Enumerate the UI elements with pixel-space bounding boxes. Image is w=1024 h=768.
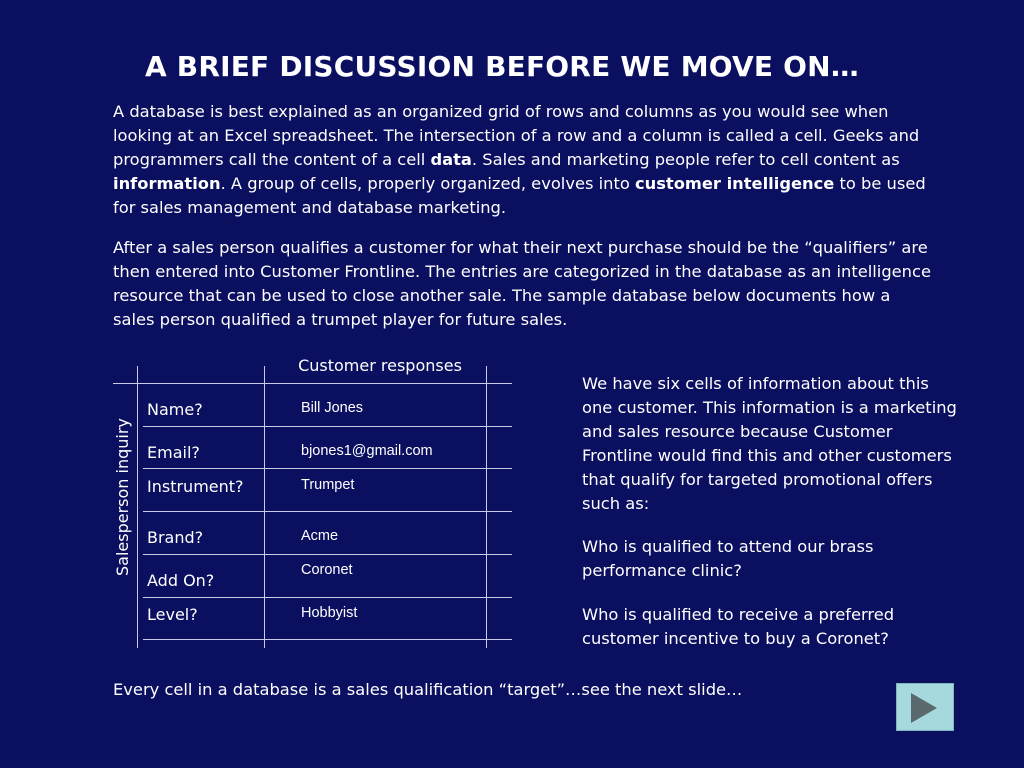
intro-paragraph [113, 100, 933, 220]
answer-cell: Bill Jones [301, 400, 364, 416]
answer-cell: Coronet [301, 562, 353, 578]
answer-cell: bjones1@gmail.com [301, 443, 433, 459]
answer-cell: Hobbyist [301, 605, 358, 621]
grid-line [143, 597, 512, 598]
row-header: Salesperson inquiry [113, 418, 132, 576]
answer-cell: Trumpet [301, 477, 355, 493]
grid-line [137, 366, 138, 648]
grid-line [143, 426, 512, 427]
answer-cell: Acme [301, 528, 339, 544]
slide-title: A BRIEF DISCUSSION BEFORE WE MOVE ON… [144, 50, 860, 83]
term-data: data [430, 150, 472, 169]
intro-text-1: A database is best explained as an organized grid of rows and columns as you would see when looking at an Excel spreadsheet. The intersection of a row and a column is called a cell. Geeks and programmers call the content of a cell [113, 102, 920, 169]
right-paragraph-1: We have six cells of information about this one customer. This information is a marketing and sales resource because Customer Frontline would find this and other customers that qualify for targeted promotional offers such as: [582, 374, 957, 513]
grid-line [143, 639, 512, 640]
question-cell: Instrument? [147, 477, 244, 496]
intro-text-3: . A group of cells, properly organized, evolves into [220, 174, 635, 193]
grid-line [143, 554, 512, 555]
play-forward-icon [911, 693, 937, 723]
right-paragraph-3: Who is qualified to receive a preferred customer incentive to buy a Coronet? [582, 605, 895, 648]
question-cell: Name? [147, 400, 203, 419]
grid-line [113, 383, 512, 384]
question-cell: Email? [147, 443, 200, 462]
grid-line [264, 366, 265, 648]
next-slide-button[interactable] [896, 683, 954, 731]
intro-text-4: to be used for sales management and database marketing. [113, 174, 926, 217]
grid-line [486, 366, 487, 648]
question-cell: Add On? [147, 571, 215, 590]
footer-text: Every cell in a database is a sales qualification “target”…see the next slide… [113, 680, 743, 699]
intro-text-2: . Sales and marketing people refer to cell content as [471, 150, 900, 169]
grid-line [143, 511, 512, 512]
grid-line [143, 468, 512, 469]
right-paragraph-2: Who is qualified to attend our brass performance clinic? [582, 537, 874, 580]
term-information: information [113, 174, 221, 193]
question-cell: Level? [147, 605, 198, 624]
question-cell: Brand? [147, 528, 204, 547]
qualifiers-paragraph: After a sales person qualifies a customer for what their next purchase should be the “qualifiers” are then entered into Customer Frontline. The entries are categorized in the database as an intelligence resource that can be used to close another sale. The sample database below documents how a sales person qualified a trumpet player for future sales. [113, 238, 931, 329]
term-customer-intelligence: customer intelligence [635, 174, 835, 193]
column-header: Customer responses [298, 356, 462, 375]
